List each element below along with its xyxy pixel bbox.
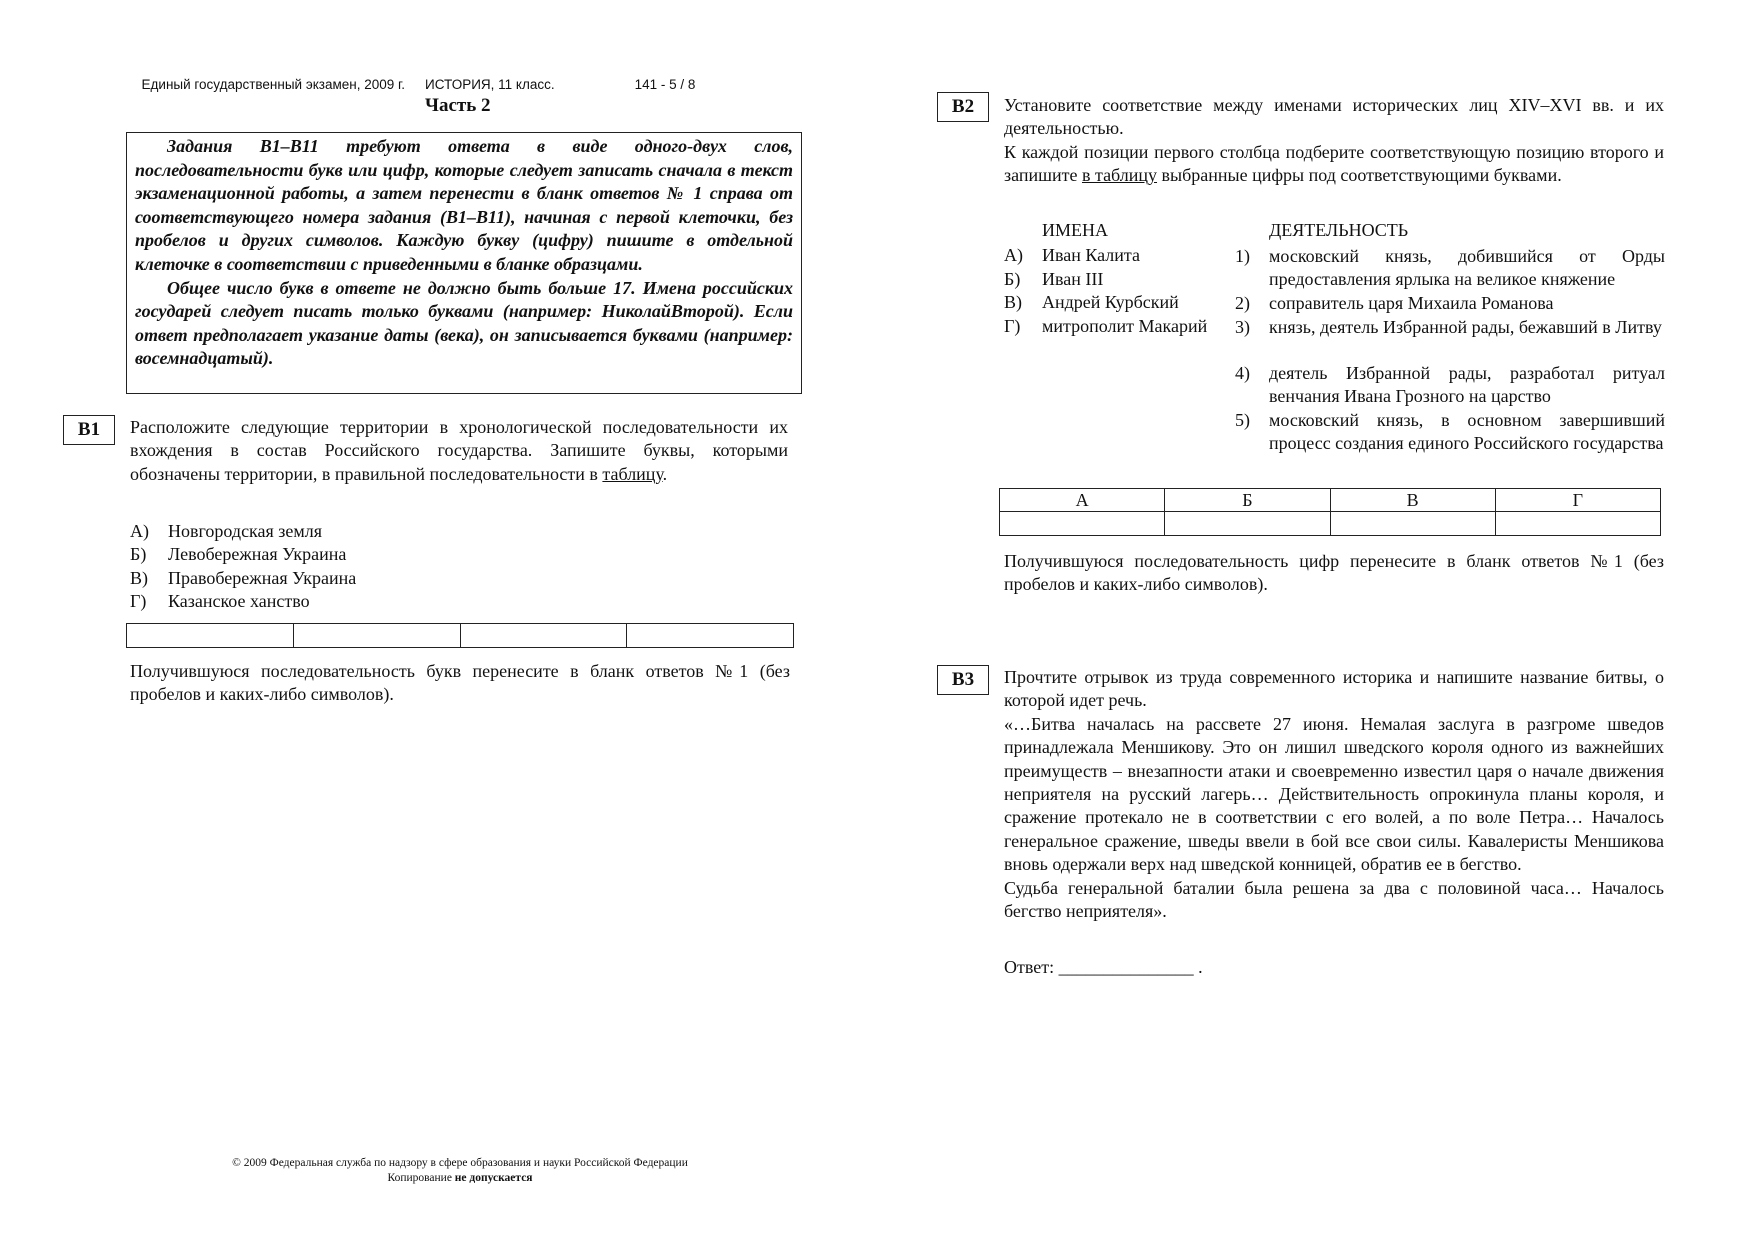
answer-cell[interactable] <box>1000 512 1165 536</box>
list-item: 1) московский князь, добившийся от Орды предоставления ярлыка на великое княжение <box>1235 246 1665 290</box>
list-item: Г) Казанское ханство <box>130 591 310 612</box>
list-item: В) Андрей Курбский <box>1004 292 1179 312</box>
answer-cell[interactable] <box>1330 512 1495 536</box>
answer-blank[interactable]: _______________ . <box>1058 957 1203 977</box>
b1-note: Получившуюся последовательность букв перенесите в бланк ответов №1 (без пробелов и каких-либо символов). <box>130 661 790 705</box>
table-header-cell: А <box>1000 489 1165 512</box>
instructions-paragraph-1: Задания В1–В11 требуют ответа в виде одного-двух слов, последовательности букв или цифр, которые следует записать сначала в текст экзаменационной работы, а затем перенести в бланк ответов № 1 справа от соответствующего номера задания (В1–В11), начиная с первой клеточки, без пробелов и других символов. Каждую букву (цифру) пишите в отдельной клеточке в соответствии с приведенными в бланке образцами. <box>135 136 793 274</box>
task-b2-label: В2 <box>937 92 989 122</box>
b1-answer-table[interactable] <box>126 623 794 648</box>
b3-quote-end: Судьба генеральной баталии была решена за два с половиной часа… Началось бегство неприятеля». <box>1004 877 1664 922</box>
instructions-box <box>126 132 802 394</box>
answer-cell[interactable] <box>627 624 794 648</box>
b2-note: Получившуюся последовательность цифр перенесите в бланк ответов №1 (без пробелов и каких-либо символов). <box>1004 551 1664 595</box>
copyright-line: © 2009 Федеральная служба по надзору в сфере образования и науки Российской Федерации <box>232 1157 688 1169</box>
task-b2-text: Установите соответствие между именами исторических лиц XIV–XVI вв. и их деятельностью. К каждой позиции первого столбца подберите соответствующую позицию второго и запишите в таблицу выбранные цифры под соответствующими буквами. <box>1004 95 1664 186</box>
b2-table-link: в таблицу <box>1081 165 1158 186</box>
list-item: Б) Левобережная Украина <box>130 544 347 565</box>
task-b3-label: В3 <box>937 665 989 695</box>
activity-column-header: ДЕЯТЕЛЬНОСТЬ <box>1269 220 1409 240</box>
b1-table-link: таблицу <box>602 463 663 484</box>
task-b1-label: В1 <box>63 415 115 445</box>
list-item: Б) Иван III <box>1004 269 1104 289</box>
b2-paragraph-1: Установите соответствие между именами исторических лиц XIV–XVI вв. и их деятельностью. <box>1004 95 1664 139</box>
b1-options-list <box>130 520 356 614</box>
list-item: 3) князь, деятель Избранной рады, бежавший в Литву <box>1235 317 1662 337</box>
table-header-cell: Б <box>1165 489 1330 512</box>
table-header-cell: В <box>1330 489 1495 512</box>
answer-label: Ответ: <box>1004 957 1055 977</box>
list-item: А) Иван Калита <box>1004 245 1140 265</box>
b1-text-before: Расположите следующие территории в хронологической последовательности их вхождения в состав Российского государства. Запишите буквы, которыми обозначены территории, в правильной последовательности в <box>130 417 788 484</box>
b3-paragraph-1: Прочтите отрывок из труда современного историка и напишите название битвы, о которой идет речь. <box>1004 667 1664 711</box>
b1-text-after: . <box>662 463 668 484</box>
answer-cell[interactable] <box>127 624 294 648</box>
answer-cell[interactable] <box>460 624 627 648</box>
names-column-header: ИМЕНА <box>1042 220 1108 240</box>
b2-answer-table[interactable] <box>999 488 1661 536</box>
page-footer <box>195 1156 725 1186</box>
answer-cell[interactable] <box>1165 512 1330 536</box>
b3-quote: «…Битва началась на рассвете 27 июня. Немалая заслуга в разгроме шведов принадлежала Меншикову. Это он лишил шведского короля одного из важнейших преимуществ – внезапности атаки и своевременно известил царя о начале движения неприятеля на русский лагерь… Действительность опрокинула планы короля, и сражение протекало не в соответствии с его волей, а по воле Петра… Началось генеральное сражение, шведы ввели в бой все свои силы. Кавалеристы Меншикова вновь одержали верх над шведской конницей, обратив ее в бегство. <box>1004 713 1664 875</box>
part-title: Часть 2 <box>425 95 491 116</box>
task-b3-text <box>1004 666 1664 923</box>
b3-answer-line <box>1004 957 1203 978</box>
list-item: А) Новгородская земля <box>130 521 323 541</box>
answer-cell[interactable] <box>1495 512 1660 536</box>
page-header <box>134 62 715 92</box>
answer-cell[interactable] <box>293 624 460 648</box>
task-b1-text <box>130 416 788 486</box>
list-item: Г) митрополит Макарий <box>1004 316 1208 336</box>
instructions-paragraph-2: Общее число букв в ответе не должно быть больше 17. Имена российских государей следует писать только буквами (например: НиколайВторой). Если ответ предполагает указание даты (века), он записывается буквами (например: восемнадцатый). <box>135 277 793 369</box>
list-item: В) Правобережная Украина <box>130 567 357 588</box>
copy-notice: Копирование не допускается <box>387 1172 533 1184</box>
list-item: 2) соправитель царя Михаила Романова <box>1235 293 1554 313</box>
list-item: 4) деятель Избранной рады, разработал ритуал венчания Ивана Грозного на царство <box>1235 363 1665 407</box>
exam-title: Единый государственный экзамен, 2009 г. <box>141 77 406 92</box>
page-number: 141 - 5 / 8 <box>634 77 696 92</box>
table-header-cell: Г <box>1495 489 1660 512</box>
subject-title: ИСТОРИЯ, 11 класс. <box>425 77 555 92</box>
list-item: 5) московский князь, в основном завершивший процесс создания единого Российского государства <box>1235 410 1665 454</box>
